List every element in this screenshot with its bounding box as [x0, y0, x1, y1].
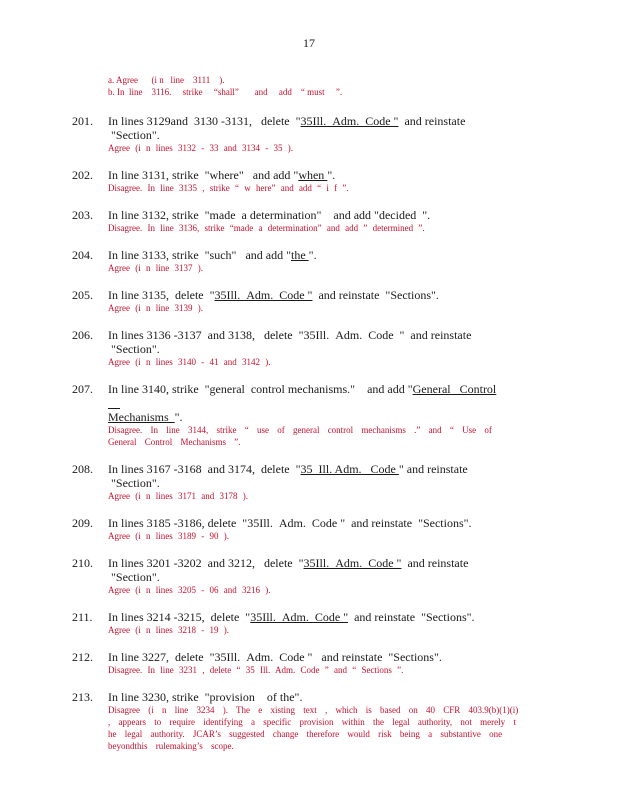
item-response: Disagree. In line 3136, strike “made a determination” and add ” determined ”.: [108, 223, 425, 233]
item-response: Agree (i n lines 3218 - 19 ).: [108, 625, 229, 635]
comment-item: [0, 328, 618, 368]
item-response: Disagree. In line 3135 , strike “ w here” and add “ i f ”.: [108, 183, 349, 193]
item-instruction: In lines 3185 -3186, delete "35Ill. Adm. Code " and reinstate "Sections".: [108, 516, 472, 530]
comment-item: [0, 248, 618, 274]
comment-item: [0, 114, 618, 154]
item-instruction: In line 3131, strike "where" and add "when ".: [108, 168, 336, 182]
comment-item: [0, 382, 618, 448]
item-number: 212.: [72, 650, 93, 664]
preamble-line: b. In line 3116. strike “shall” and add “ must ”.: [108, 87, 343, 97]
item-instruction: In lines 3167 -3168 and 3174, delete "35 Ill. Adm. Code " and reinstate "Section".: [108, 462, 468, 490]
comment-item: [0, 690, 618, 752]
item-number: 211.: [72, 610, 93, 624]
item-number: 208.: [72, 462, 93, 476]
item-response: Disagree (i n line 3234 ). The e xisting text , which is based on 40 CFR 403.9(b)(1)(i) , appears to require identifying a specific provision within the legal authority, not merely t he legal authority. JCAR’s suggested change therefore would risk being a substantive one beyondthis rulemaking’s scope.: [108, 705, 519, 751]
page-number: 17: [303, 36, 315, 50]
item-instruction: In lines 3214 -3215, delete "35Ill. Adm. Code " and reinstate "Sections".: [108, 610, 475, 624]
preamble-line: a. Agree (i n line 3111 ).: [108, 75, 225, 85]
item-number: 204.: [72, 248, 93, 262]
item-instruction: In line 3132, strike "made a determination" and add "decided ".: [108, 208, 431, 222]
item-response: Disagree. In line 3231 , delete “ 35 Ill. Adm. Code ” and “ Sections ”.: [108, 665, 404, 675]
item-instruction: In lines 3129and 3130 -3131, delete "35Ill. Adm. Code " and reinstate "Section".: [108, 114, 466, 142]
item-response: Agree (i n line 3137 ).: [108, 263, 203, 273]
item-number: 202.: [72, 168, 93, 182]
item-number: 207.: [72, 382, 93, 396]
item-number: 201.: [72, 114, 93, 128]
comment-item: [0, 610, 618, 636]
item-response: Agree (i n lines 3189 - 90 ).: [108, 531, 229, 541]
item-instruction: In lines 3136 -3137 and 3138, delete "35Ill. Adm. Code " and reinstate "Section".: [108, 328, 472, 356]
item-instruction: In lines 3201 -3202 and 3212, delete "35Ill. Adm. Code " and reinstate "Section".: [108, 556, 469, 584]
item-instruction: In line 3133, strike "such" and add "the ".: [108, 248, 317, 262]
item-number: 213.: [72, 690, 93, 704]
comment-list: [0, 114, 618, 766]
comment-item: [0, 516, 618, 542]
item-number: 210.: [72, 556, 93, 570]
item-number: 206.: [72, 328, 93, 342]
item-instruction: In line 3140, strike "general control mechanisms." and add "General Control Mechanisms ".: [108, 382, 497, 424]
item-instruction: In line 3227, delete "35Ill. Adm. Code " and reinstate "Sections".: [108, 650, 442, 664]
item-number: 203.: [72, 208, 93, 222]
comment-item: [0, 462, 618, 502]
comment-item: [0, 288, 618, 314]
item-response: Disagree. In line 3144, strike “ use of general control mechanisms .” and “ Use of General Control Mechanisms ”.: [108, 425, 492, 447]
item-response: Agree (i n lines 3132 - 33 and 3134 - 35 ).: [108, 143, 293, 153]
item-response: Agree (i n lines 3140 - 41 and 3142 ).: [108, 357, 271, 367]
comment-item: [0, 168, 618, 194]
comment-item: [0, 650, 618, 676]
item-instruction: In line 3135, delete "35Ill. Adm. Code " and reinstate "Sections".: [108, 288, 439, 302]
comment-item: [0, 208, 618, 234]
item-response: Agree (i n lines 3205 - 06 and 3216 ).: [108, 585, 271, 595]
item-response: Agree (i n line 3139 ).: [108, 303, 203, 313]
comment-item: [0, 556, 618, 596]
item-response: Agree (i n lines 3171 and 3178 ).: [108, 491, 248, 501]
preamble-notes: [108, 74, 342, 98]
item-number: 205.: [72, 288, 93, 302]
item-number: 209.: [72, 516, 93, 530]
item-instruction: In line 3230, strike "provision of the".: [108, 690, 303, 704]
